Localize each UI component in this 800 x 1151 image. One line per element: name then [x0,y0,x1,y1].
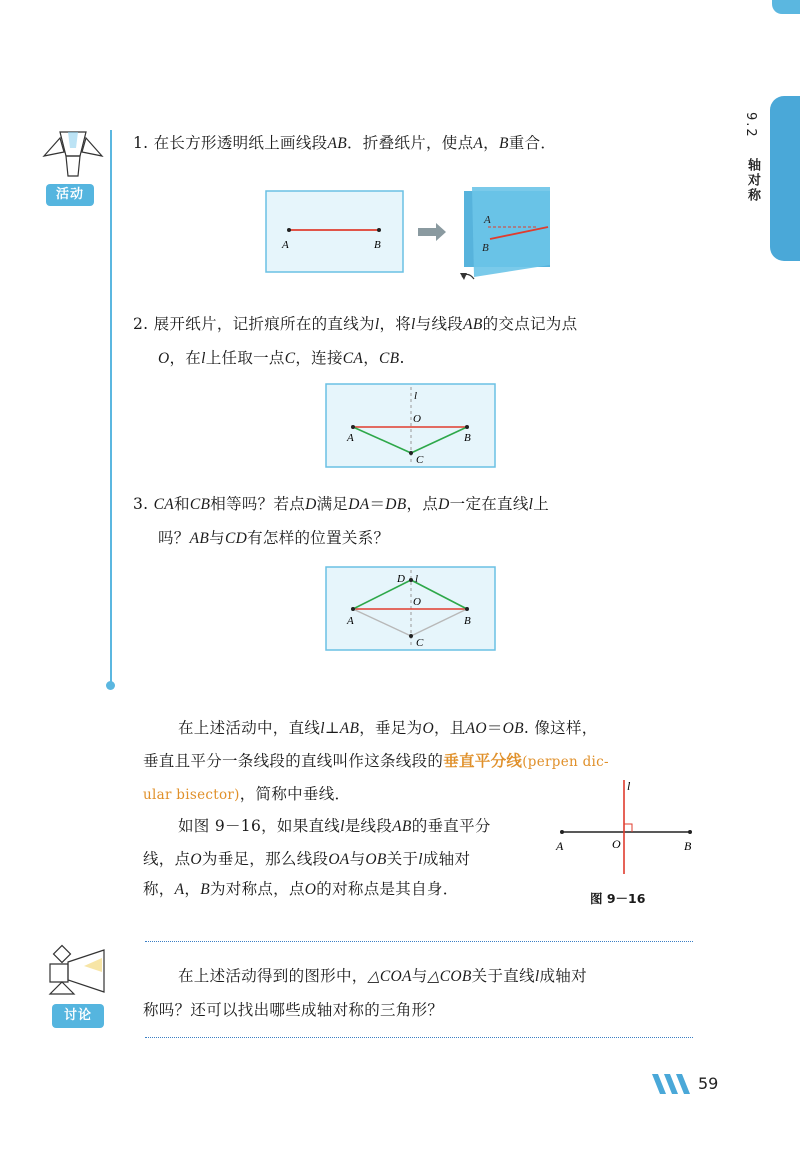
step-2-number: 2. [133,315,149,333]
label-a: A [556,839,564,853]
label-o: O [413,413,421,425]
section-number: 9.2 [743,112,758,139]
discuss-badge: 讨论 [52,1004,104,1028]
definition-paragraph-line-2: 垂直且平分一条线段的直线叫作这条线段的垂直平分线(perpen dic- [143,752,609,770]
activity-icon [42,126,104,184]
label-o: O [413,596,421,608]
page-number-slashes-icon [650,1072,696,1096]
label-a: A [282,239,289,251]
label-d: D [397,573,405,585]
figure-9-16 [552,776,702,876]
definition-paragraph-line-3: ular bisector)，简称中垂线． [143,785,351,803]
example-paragraph-line-2: 线，点O为垂足，那么线段OA与OB关于l成轴对 [143,850,471,868]
edge-tab-decoration [772,0,800,14]
label-l: l [415,573,419,585]
step-3-line-2: 吗？AB与CD有怎样的位置关系？ [158,529,390,547]
term-perpendicular-bisector: 垂直平分线 [443,752,523,770]
step-2: 2. 展开纸片，记折痕所在的直线为l，将l与线段AB的交点记为点 [133,315,578,333]
step-3-number: 3. [133,495,149,513]
section-edge-tab [770,96,800,261]
label-l: l [414,390,418,402]
definition-paragraph-line-1: 在上述活动中，直线l⊥AB，垂足为O，且AO＝OB. 像这样， [178,719,598,737]
label-l: l [627,779,631,793]
step-1-number: 1. [133,134,149,152]
label-a-folded: A [484,214,491,226]
discussion-line-2: 称吗？还可以找出哪些成轴对称的三角形？ [143,1001,444,1019]
label-b: B [374,239,381,251]
activity-vertical-line [110,130,112,685]
label-a: A [347,615,354,627]
discuss-icon [40,942,110,1002]
example-paragraph-line-3: 称，A，B为对称点，点O的对称点是其自身． [143,880,459,898]
figure-rhombus [325,566,497,652]
step-3: 3. CA和CB相等吗？若点D满足DA＝DB，点D一定在直线l上 [133,495,550,513]
activity-badge: 活动 [46,184,94,206]
discussion-bottom-divider [145,1037,693,1038]
label-c: C [416,637,424,649]
label-b: B [464,615,471,627]
figure-paper-segment [265,190,405,274]
activity-line-end-dot [106,681,115,690]
label-o: O [612,837,621,851]
discussion-line-1: 在上述活动得到的图形中，△COA与△COB关于直线l成轴对 [178,967,587,985]
example-paragraph-line-1: 如图 9－16，如果直线l是线段AB的垂直平分 [178,817,491,835]
figure-caption: 图 9－16 [590,891,646,906]
label-b: B [464,432,471,444]
label-b: B [684,839,692,853]
section-title: 轴对称 [745,158,760,203]
figure-folded-paper [458,185,558,285]
label-c: C [416,454,424,466]
discussion-top-divider [145,941,693,942]
step-2-line-2: O，在l上任取一点C，连接CA，CB. [158,349,405,367]
step-1: 1. 在长方形透明纸上画线段AB．折叠纸片，使点A，B重合． [133,134,557,152]
arrow-right-icon [418,223,448,241]
point-a-dot [287,228,291,232]
label-a: A [347,432,354,444]
page-number: 59 [698,1074,719,1093]
figure-unfolded-triangle [325,383,497,469]
point-b-dot [377,228,381,232]
label-b-folded: B [482,242,489,254]
